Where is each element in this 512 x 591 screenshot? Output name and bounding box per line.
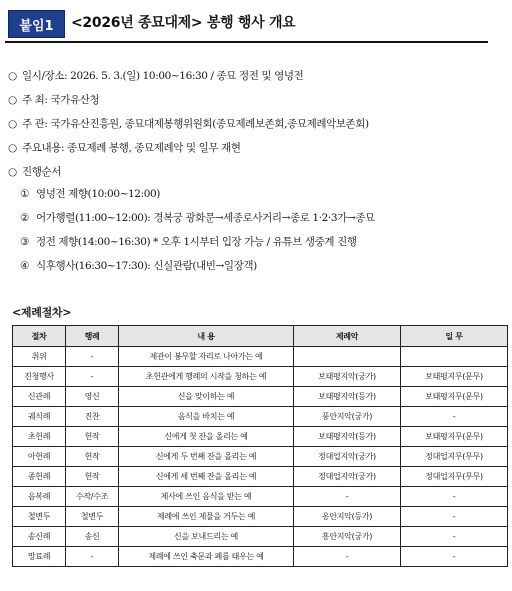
cell-music: 보태평지악(등가) — [294, 387, 401, 407]
procedure-table — [12, 325, 508, 567]
cell-music: - — [294, 547, 401, 567]
cell-dance: 보태평지무(문무) — [401, 427, 508, 447]
overview-item — [8, 116, 369, 131]
cell-content: 제례에 쓰인 제물을 거두는 예 — [119, 507, 294, 527]
step-text: 식후행사(16:30~17:30): 신실관람(내빈→일장객) — [36, 260, 257, 272]
cell-rite: 송신 — [66, 527, 119, 547]
cell-rite: 헌작 — [66, 447, 119, 467]
overview-item-text: 일시/장소: 2026. 5. 3.(일) 10:00~16:30 / 종묘 정전 및 영녕전 — [22, 70, 304, 82]
cell-procedure: 아헌례 — [13, 447, 66, 467]
cell-rite: 헌작 — [66, 427, 119, 447]
cell-content: 신을 맞이하는 예 — [119, 387, 294, 407]
cell-music: 보태평지악(궁가) — [294, 367, 401, 387]
header-music: 제례악 — [294, 326, 401, 347]
cell-dance: 보태평지무(문무) — [401, 367, 508, 387]
cell-procedure: 송신례 — [13, 527, 66, 547]
sequence-step — [20, 258, 257, 273]
sequence-step — [20, 186, 160, 201]
overview-item — [8, 164, 61, 179]
cell-content: 음식을 바치는 예 — [119, 407, 294, 427]
cell-content: 신에게 두 번째 잔을 올리는 예 — [119, 447, 294, 467]
table-row — [13, 487, 508, 507]
bullet-circle: ○ — [8, 142, 17, 154]
table-row — [13, 447, 508, 467]
cell-content: 신에게 세 번째 잔을 올리는 예 — [119, 467, 294, 487]
step-number: ① — [20, 188, 30, 200]
cell-procedure: 망료례 — [13, 547, 66, 567]
cell-music: 풍안지악(궁가) — [294, 407, 401, 427]
cell-dance: 정대업지무(무무) — [401, 447, 508, 467]
step-number: ④ — [20, 260, 30, 272]
cell-procedure: 초헌례 — [13, 427, 66, 447]
cell-rite: 헌작 — [66, 467, 119, 487]
cell-content: 신을 보내드리는 예 — [119, 527, 294, 547]
table-row — [13, 407, 508, 427]
cell-procedure: 음복례 — [13, 487, 66, 507]
bullet-circle: ○ — [8, 70, 17, 82]
appendix-tag: 붙임1 — [8, 10, 65, 38]
cell-dance: - — [401, 507, 508, 527]
cell-music: 옹안지악(등가) — [294, 507, 401, 527]
cell-rite: 영신 — [66, 387, 119, 407]
header-content: 내 용 — [119, 326, 294, 347]
header-rite: 행례 — [66, 326, 119, 347]
cell-rite: - — [66, 547, 119, 567]
header-dance: 일 무 — [401, 326, 508, 347]
cell-content: 신에게 첫 잔을 올리는 예 — [119, 427, 294, 447]
cell-music — [294, 347, 401, 367]
bullet-circle: ○ — [8, 118, 17, 130]
cell-procedure: 종헌례 — [13, 467, 66, 487]
cell-dance — [401, 347, 508, 367]
sequence-step — [20, 234, 357, 249]
overview-item — [8, 68, 303, 83]
table-row — [13, 427, 508, 447]
step-text: 영녕전 제향(10:00~12:00) — [36, 188, 160, 200]
step-text: 정전 제향(14:00~16:30) * 오후 1시부터 입장 가능 / 유튜브 생중계 진행 — [36, 236, 357, 248]
table-row — [13, 547, 508, 567]
overview-item-text: 주요내용: 종묘제례 봉행, 종묘제례악 및 일무 재현 — [22, 142, 241, 154]
cell-content: 제사에 쓰인 음식을 받는 예 — [119, 487, 294, 507]
overview-item-text: 주 최: 국가유산청 — [22, 94, 100, 106]
cell-music: 흥안지악(궁가) — [294, 527, 401, 547]
overview-item-text: 진행순서 — [22, 166, 61, 178]
cell-music: 정대업지악(궁가) — [294, 467, 401, 487]
cell-music: - — [294, 487, 401, 507]
step-number: ③ — [20, 236, 30, 248]
step-number: ② — [20, 212, 30, 224]
cell-procedure: 철변두 — [13, 507, 66, 527]
cell-music: 보태평지악(등가) — [294, 427, 401, 447]
overview-item-text: 주 관: 국가유산진흥원, 종묘대제봉행위원회(종묘제례보존회,종묘제례악보존회) — [22, 118, 369, 130]
cell-dance: 정대업지무(무무) — [401, 467, 508, 487]
cell-procedure: 취위 — [13, 347, 66, 367]
header-procedure: 절차 — [13, 326, 66, 347]
cell-music: 정대업지악(궁가) — [294, 447, 401, 467]
cell-rite: 진찬 — [66, 407, 119, 427]
step-text: 어가행렬(11:00~12:00): 경복궁 광화문→세종로사거리→종로 1·2·3가→종묘 — [36, 212, 375, 224]
document-title: <2026년 종묘대제> 봉행 행사 개요 — [71, 15, 296, 31]
cell-dance: - — [401, 487, 508, 507]
overview-item — [8, 140, 241, 155]
cell-procedure: 신관례 — [13, 387, 66, 407]
cell-rite: - — [66, 347, 119, 367]
cell-dance: - — [401, 527, 508, 547]
bullet-circle: ○ — [8, 94, 17, 106]
overview-item — [8, 92, 99, 107]
cell-content: 제례에 쓰인 축문과 폐를 태우는 예 — [119, 547, 294, 567]
table-row — [13, 387, 508, 407]
cell-rite: 철변두 — [66, 507, 119, 527]
cell-procedure: 궤식례 — [13, 407, 66, 427]
procedure-section-label: <제례절차> — [12, 306, 72, 319]
cell-procedure: 진청행사 — [13, 367, 66, 387]
cell-content: 초헌관에게 행례의 시작을 청하는 예 — [119, 367, 294, 387]
table-row — [13, 347, 508, 367]
sequence-step — [20, 210, 375, 225]
table-row — [13, 527, 508, 547]
cell-rite: - — [66, 367, 119, 387]
cell-dance: - — [401, 407, 508, 427]
cell-content: 제관이 봉무할 자리로 나아가는 예 — [119, 347, 294, 367]
title-underline — [5, 41, 488, 43]
document-header — [5, 4, 488, 40]
cell-dance: - — [401, 547, 508, 567]
table-row — [13, 367, 508, 387]
cell-dance: 보태평지무(문무) — [401, 387, 508, 407]
table-row — [13, 507, 508, 527]
bullet-circle: ○ — [8, 166, 17, 178]
cell-rite: 수작/수조 — [66, 487, 119, 507]
table-row — [13, 467, 508, 487]
table-header-row — [13, 326, 508, 347]
